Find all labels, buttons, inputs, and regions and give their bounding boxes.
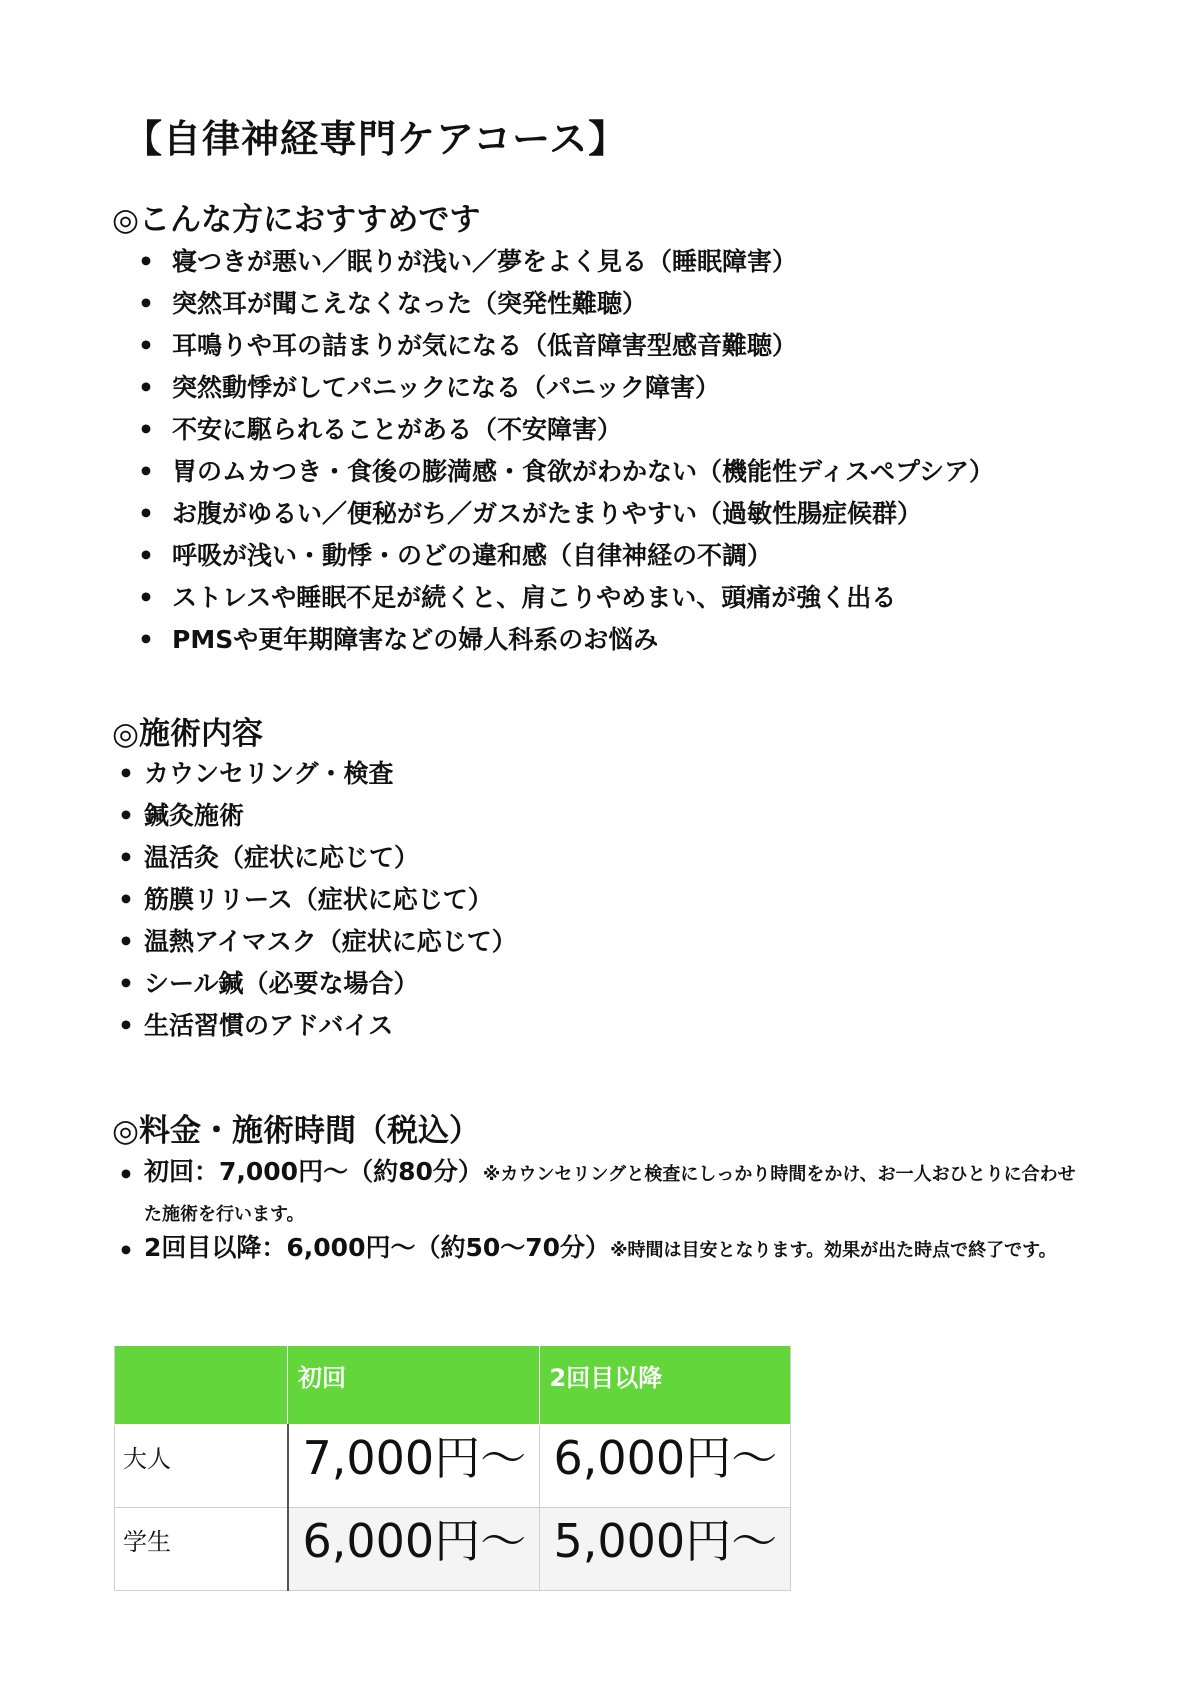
price-main: 2回目以降：6,000円〜（約50〜70分） <box>144 1233 611 1262</box>
list-item: • PMSや更年期障害などの婦人科系のお悩み <box>172 619 994 661</box>
price-cell: 6,000円〜 <box>288 1508 540 1591</box>
list-item: • 呼吸が浅い・動悸・のどの違和感（自律神経の不調） <box>172 535 994 577</box>
list-item: • 鍼灸施術 <box>144 795 517 837</box>
price-item-repeat <box>144 1228 1079 1271</box>
price-note: ※時間は目安となります。効果が出た時点で終了です。 <box>610 1240 1057 1261</box>
row-label: 大人 <box>115 1425 288 1508</box>
table-row <box>115 1425 791 1508</box>
list-item: • 生活習慣のアドバイス <box>144 1005 517 1047</box>
price-cell: 6,000円〜 <box>539 1425 790 1508</box>
list-item: • 突然動悸がしてパニックになる（パニック障害） <box>172 367 994 409</box>
table-header-row <box>115 1346 791 1425</box>
list-item: • 温活灸（症状に応じて） <box>144 837 517 879</box>
pricing-heading: ◎料金・施術時間（税込） <box>112 1113 481 1149</box>
list-item: • お腹がゆるい／便秘がち／ガスがたまりやすい（過敏性腸症候群） <box>172 493 994 535</box>
list-item: • 耳鳴りや耳の詰まりが気になる（低音障害型感音難聴） <box>172 325 994 367</box>
table-header-cell: 2回目以降 <box>539 1346 790 1425</box>
content-list <box>144 753 517 1047</box>
list-item: • 突然耳が聞こえなくなった（突発性難聴） <box>172 283 994 325</box>
content-heading: ◎施術内容 <box>112 716 264 752</box>
price-cell: 7,000円〜 <box>288 1425 540 1508</box>
price-main: 初回：7,000円〜（約80分） <box>144 1157 483 1186</box>
list-item: • 不安に駆られることがある（不安障害） <box>172 409 994 451</box>
recommend-list <box>172 241 994 661</box>
price-item-first <box>144 1152 1079 1235</box>
list-item: • ストレスや睡眠不足が続くと、肩こりやめまい、頭痛が強く出る <box>172 577 994 619</box>
list-item: • 温熱アイマスク（症状に応じて） <box>144 921 517 963</box>
page-title: 【自律神経専門ケアコース】 <box>124 117 628 161</box>
price-cell: 5,000円〜 <box>539 1508 790 1591</box>
row-label: 学生 <box>115 1508 288 1591</box>
table-header-cell: 初回 <box>288 1346 540 1425</box>
list-item: • 筋膜リリース（症状に応じて） <box>144 879 517 921</box>
recommend-heading: ◎こんな方におすすめです <box>112 202 481 238</box>
list-item: • カウンセリング・検査 <box>144 753 517 795</box>
table-header-cell <box>115 1346 288 1425</box>
list-item: • シール鍼（必要な場合） <box>144 963 517 1005</box>
list-item: • 寝つきが悪い／眠りが浅い／夢をよく見る（睡眠障害） <box>172 241 994 283</box>
table-row <box>115 1508 791 1591</box>
list-item: • 胃のムカつき・食後の膨満感・食欲がわかない（機能性ディスペプシア） <box>172 451 994 493</box>
price-note: ※カウンセリングと検査にしっかり時間をかけ、お一人おひとりに合わせた施術を行います。 <box>144 1164 1076 1225</box>
price-table <box>114 1345 791 1591</box>
